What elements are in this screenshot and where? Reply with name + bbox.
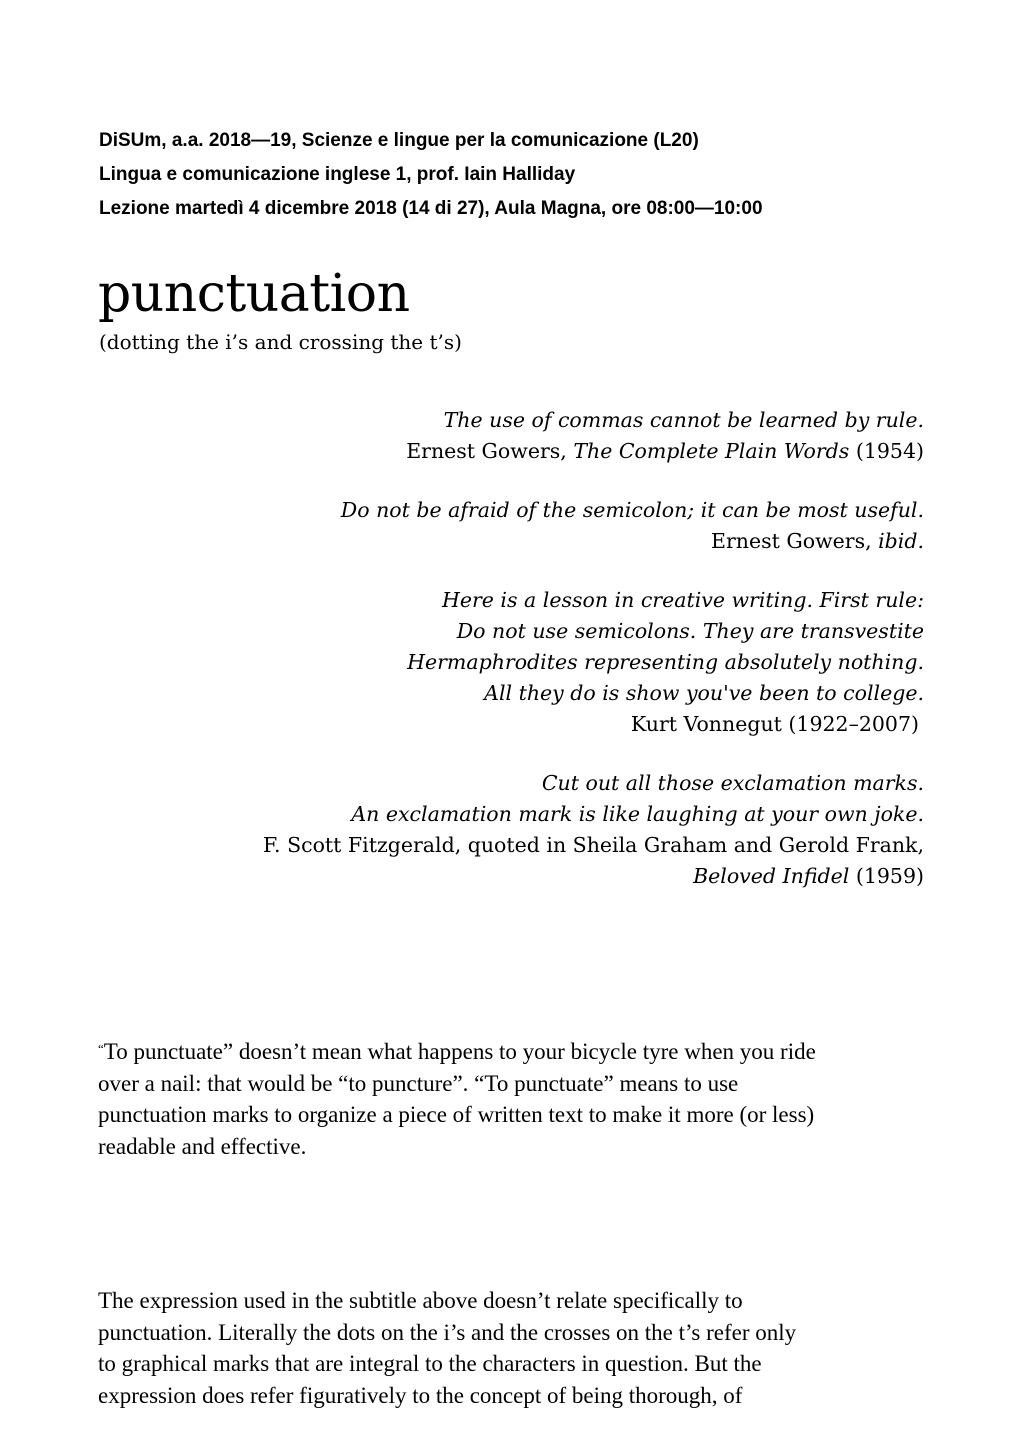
quote-work: ibid. — [878, 529, 924, 553]
header-module-line: Lingua e comunicazione inglese 1, prof. Iain Halliday — [99, 164, 576, 185]
quote-line: Cut out all those exclamation marks. — [541, 771, 924, 795]
quote-gowers-semicolon — [204, 495, 924, 557]
paragraph-line: to graphical marks that are integral to the characters in question. But the — [98, 1351, 762, 1376]
quote-text: Do not be afraid of the semicolon; it can be most useful. — [340, 498, 924, 522]
page-subtitle: (dotting the i’s and crossing the t’s) — [99, 330, 462, 354]
page-title: punctuation — [98, 264, 410, 324]
paragraph-line-text: To punctuate” doesn’t mean what happens to your bicycle tyre when you ride — [103, 1039, 816, 1064]
quote-vonnegut — [204, 585, 924, 740]
quote-author: F. Scott Fitzgerald, quoted in Sheila Graham and Gerold Frank, — [263, 833, 924, 857]
quote-attribution — [204, 436, 924, 467]
body-text — [98, 992, 928, 1452]
quote-year: (1959) — [849, 864, 924, 888]
quote-author: Ernest Gowers, — [406, 439, 574, 463]
quote-line: All they do is show you've been to college. — [484, 681, 924, 705]
paragraph-line: readable and effective. — [98, 1133, 307, 1159]
paragraph-line: expression does refer figuratively to the concept of being thorough, of — [98, 1382, 743, 1408]
quote-year: (1954) — [849, 439, 924, 463]
quote-work: Beloved Infidel — [693, 864, 850, 888]
quote-line: Hermaphrodites representing absolutely nothing. — [407, 650, 924, 674]
quote-work: The Complete Plain Words — [573, 439, 850, 463]
document-header — [99, 124, 939, 226]
paragraph-line: over a nail: that would be “to puncture”. “To punctuate” means to use — [98, 1070, 739, 1096]
open-quote-mark: “ — [98, 1041, 104, 1056]
header-lesson-line: Lezione martedì 4 dicembre 2018 (14 di 27), Aula Magna, ore 08:00—10:00 — [99, 198, 763, 219]
epigraph-quotes — [204, 405, 924, 920]
quote-attribution — [204, 526, 924, 557]
quote-author: Ernest Gowers, — [711, 529, 879, 553]
quote-line: Do not use semicolons. They are transvestite — [456, 619, 924, 643]
paragraph-line: punctuation. Literally the dots on the i’s and the crosses on the t’s refer only — [98, 1319, 797, 1345]
quote-line: Here is a lesson in creative writing. First rule: — [441, 588, 924, 612]
paragraph-line: The expression used in the subtitle above doesn’t relate specifically to — [98, 1288, 743, 1313]
quote-line: An exclamation mark is like laughing at your own joke. — [351, 802, 924, 826]
paragraph-line — [98, 1033, 928, 1068]
quote-fitzgerald — [204, 768, 924, 892]
quote-attribution — [204, 861, 924, 892]
quote-author: Kurt Vonnegut (1922–2007) — [630, 712, 919, 736]
paragraph-line: punctuation marks to organize a piece of written text to make it more (or less) — [98, 1102, 815, 1127]
header-course-line: DiSUm, a.a. 2018—19, Scienze e lingue per la comunicazione (L20) — [99, 130, 699, 151]
quote-text: The use of commas cannot be learned by rule. — [443, 408, 924, 432]
quote-gowers-commas — [204, 405, 924, 467]
